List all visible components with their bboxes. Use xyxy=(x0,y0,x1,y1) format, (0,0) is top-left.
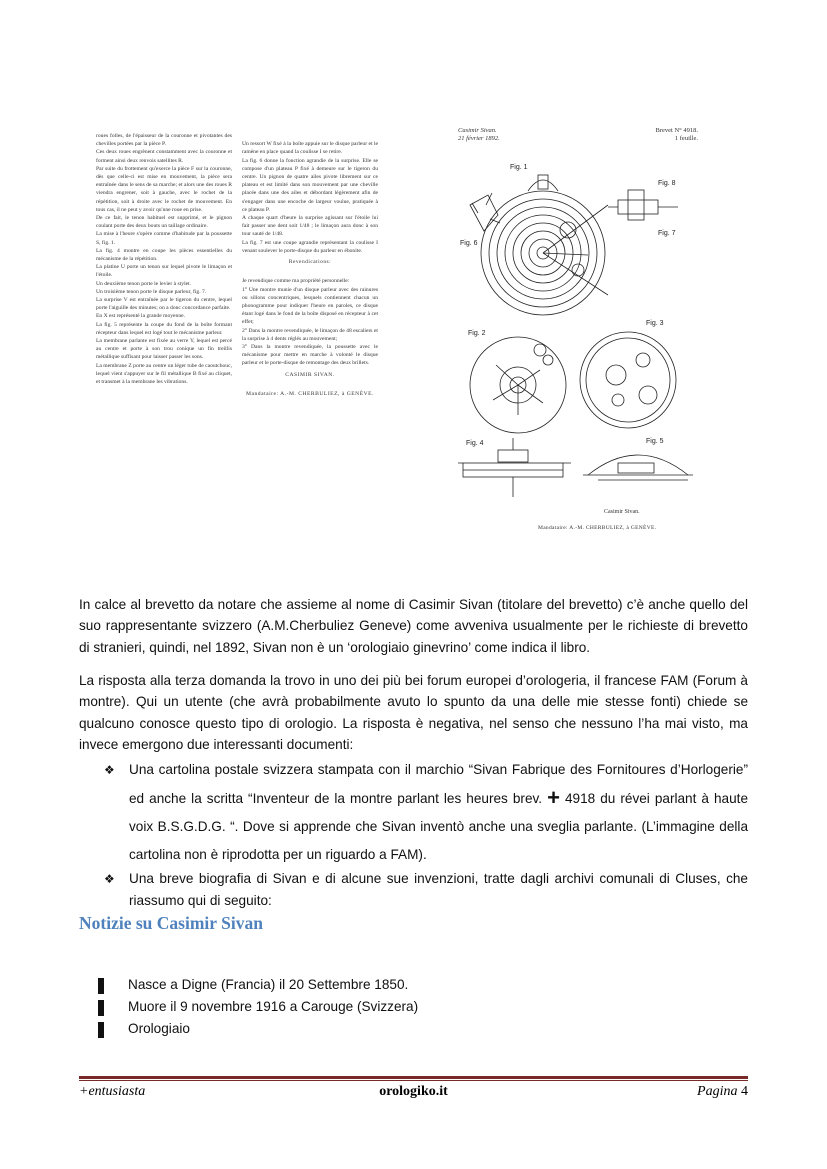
list-item-text-b: 4918 du révei parlant à haute voix B.S.G.D.G. “. Dove si apprende che Sivan inventò anche una sveglia parlante. (L’immagine della cartolina non è riprodotta per un riguardo a FAM). xyxy=(129,791,748,862)
sheet-footer-agent: Mandataire: A.-M. CHERBULIEZ, à GENÈVE. xyxy=(538,525,657,531)
fact-text: Nasce a Digne (Francia) il 20 Settembre 1850. xyxy=(128,977,409,992)
svg-text:Fig. 6: Fig. 6 xyxy=(460,240,478,247)
footer-rule-thick xyxy=(79,1076,748,1079)
svg-text:Fig. 4: Fig. 4 xyxy=(466,440,484,447)
fig-7-drawing xyxy=(608,190,678,220)
sheet-header-right: Brevet N° 4918. 1 feuille. xyxy=(655,127,698,142)
footer-site-name: orologiko.it xyxy=(379,1084,448,1099)
paragraph-patent-note: In calce al brevetto da notare che assieme al nome di Casimir Sivan (titolare del brevetto) c’è anche quello del suo rappresentante svizzero (A.M.Cherbuliez Geneve) come avveniva usualmente per le richieste di brevetto di stranieri, quindi, nel 1892, Sivan non è un ‘orologiaio ginevrino’ come indica il libro. xyxy=(79,596,748,655)
svg-text:Fig. 2: Fig. 2 xyxy=(468,330,486,337)
list-item-text-a: Una cartolina postale svizzera stampata con il marchio “Sivan Fabrique des Fornitoures d’Horlogerie” ed anche la scritta “Inventeur de la montre parlant les heures brev. xyxy=(129,762,748,806)
square-bullet-icon xyxy=(98,978,104,994)
patent-agent: Mandataire: A.-M. CHERBULIEZ, à GENÈVE. xyxy=(246,391,374,398)
patent-claims-heading: Revendications: xyxy=(288,259,332,266)
svg-text:Fig. 1: Fig. 1 xyxy=(510,164,528,171)
diamond-bullet-icon: ❖ xyxy=(104,763,115,777)
fig-2-drawing xyxy=(470,337,566,433)
footer-page-number xyxy=(697,1084,748,1100)
fact-text: Muore il 9 novembre 1916 a Carouge (Svizzera) xyxy=(128,999,419,1014)
list-item-text: Una breve biografia di Sivan e di alcune sue invenzioni, tratte dagli archivi comunali di Cluses, che riassumo qui di seguito: xyxy=(129,871,748,908)
list-item xyxy=(104,756,748,869)
fact-item xyxy=(98,996,418,1018)
patent-text-column-1: roues folles, de l'épaisseur de la couronne et pivotantes des chevilles portées par la pièce P. Ces deux roues engrènent constamment avec la couronne et forment ainsi deux renvois satellites R. Par suite du frottement qu'exerce la pièce F sur la couronne, dès que celle-ci est mise en mouvement, la pièce sera entraînée dans le sens de sa marche; et alors une des roues R viendra engrener, soit à gauche, avec le rochet de la répétition, soit à droite avec le rochet de mouvement. En tous cas, il ne peut y avoir qu'une roue en prise. De ce fait, le tenon habituel est supprimé, et le pignon coulant porte des deux bouts un taillage ordinaire. La mise à l'heure s'opère comme d'habitude par la poussette S, fig. 1. La fig. 4 montre en coupe les pièces essentielles du mécanisme de la répétition. La platine U porte un tenon sur lequel pivote le limaçon et l'étoile. Un deuxième tenon porte le levier à stylet. Un troisième tenon porte le disque parleur, fig. 7. La surprise V est entraînée par le tigeron du centre, lequel porte l'aiguille des minutes; on a donc concordance parfaite. En X est représenté la grande moyenne. La fig. 5 représente la coupe du fond de la boîte formant récepteur dans lequel est logé tout le mécanisme parleur. La membrane parlante est fixée au verre Y, lequel est percé au centre et porte à son trou conique un fin treillis métallique suffisant pour laisser passer les sons. La membrane Z porte au centre un léger tube de caoutchouc, lequel vient s'appuyer sur le fil métallique B fixé au cliquet, et transmet à la membrane les vibrations. xyxy=(96,133,232,386)
patent-scan xyxy=(86,122,716,552)
square-bullet-icon xyxy=(98,1022,104,1038)
patent-drawing-sheet xyxy=(458,127,698,547)
footer-left-text: +entusiasta xyxy=(79,1084,146,1099)
patent-description-end: Un ressort W fixé à la boîte appuie sur le disque parleur et le ramène en place quand la coulisse I se retire. La fig. 6 donne la fonction agrandie de la surprise. Elle se compose d'un plateau P fixé à demeure sur le tigeron du centre. Un pignon de quatre ailes pivote librement sur ce plateau et est limité dans son mouvement par une cheville placée dans une des ailes et débordant légèrement afin de s'engager dans une encoche de largeur voulue, pratiquée à ce plateau P. A chaque quart d'heure la surprise agissant sur l'étoile lui fait passer une dent soit 1/48 ; le limaçon aura donc à son tour sauté de 1/48. La fig. 7 est une coupe agrandie représentant la coulisse I venant soulever le porte-disque du parleur en ébonite. xyxy=(242,141,378,254)
patent-signature: CASIMIR SIVAN. xyxy=(285,371,335,378)
fig-6-drawing xyxy=(470,193,500,231)
fig-3-drawing xyxy=(580,332,676,428)
document-bullet-list xyxy=(104,756,748,912)
sheet-header-left: Casimir Sivan. 21 février 1892. xyxy=(458,127,500,142)
fig-5-drawing xyxy=(583,455,693,480)
swiss-cross-symbol: + xyxy=(547,785,560,810)
page-label: Pagina xyxy=(697,1084,738,1099)
sheet-footer-name: Casimir Sivan. xyxy=(604,509,640,515)
svg-text:Fig. 8: Fig. 8 xyxy=(658,180,676,187)
fact-item xyxy=(98,1018,418,1040)
list-item xyxy=(104,868,748,912)
fact-item xyxy=(98,974,418,996)
page-footer xyxy=(79,1084,748,1104)
patent-drawings xyxy=(458,145,698,505)
diamond-bullet-icon: ❖ xyxy=(104,872,115,886)
square-bullet-icon xyxy=(98,1000,104,1016)
page-number: 4 xyxy=(741,1084,748,1099)
svg-text:Fig. 5: Fig. 5 xyxy=(646,438,664,445)
svg-text:Fig. 7: Fig. 7 xyxy=(658,230,676,237)
section-heading: Notizie su Casimir Sivan xyxy=(79,913,263,933)
paragraph-forum-answer: La risposta alla terza domanda la trovo in uno dei più bei forum europei d’orologeria, il francese FAM (Forum à montre). Qui un utente (che avrà probabilmente avuto lo spunto da una delle mie stesse fonti) chiede se qualcuno conosce questo tipo di orologio. La risposta è negativa, nel senso che nessuno l’ha mai visto, ma invece emergono due interessanti documenti: xyxy=(79,672,748,753)
biography-facts-list xyxy=(98,974,418,1040)
footer-rule-thin xyxy=(79,1080,748,1081)
svg-text:Fig. 3: Fig. 3 xyxy=(646,320,664,327)
patent-text-column-2 xyxy=(242,132,378,407)
fig-1-watch-drawing xyxy=(481,175,608,315)
patent-claims: Je revendique comme ma propriété personnelle: 1° Une montre munie d'un disque parleur avec des rainures ou sillons concentriques, lesquels contiennent chacun un phonogramme pour indiquer l'heure en paroles, ce disque étant logé dans le fond de la boîte disposé en récepteur à cet effet; 2° Dans la montre revendiquée, le limaçon de 48 escaliers et la surprise à 4 dents réglés au mouvement; 3° Dans la montre revendiquée, la poussette avec le mécanisme pour mettre en marche à volonté le disque parleur et le porte-disque de remontage des deux brillets. xyxy=(242,278,378,367)
fact-text: Orologiaio xyxy=(128,1021,190,1036)
